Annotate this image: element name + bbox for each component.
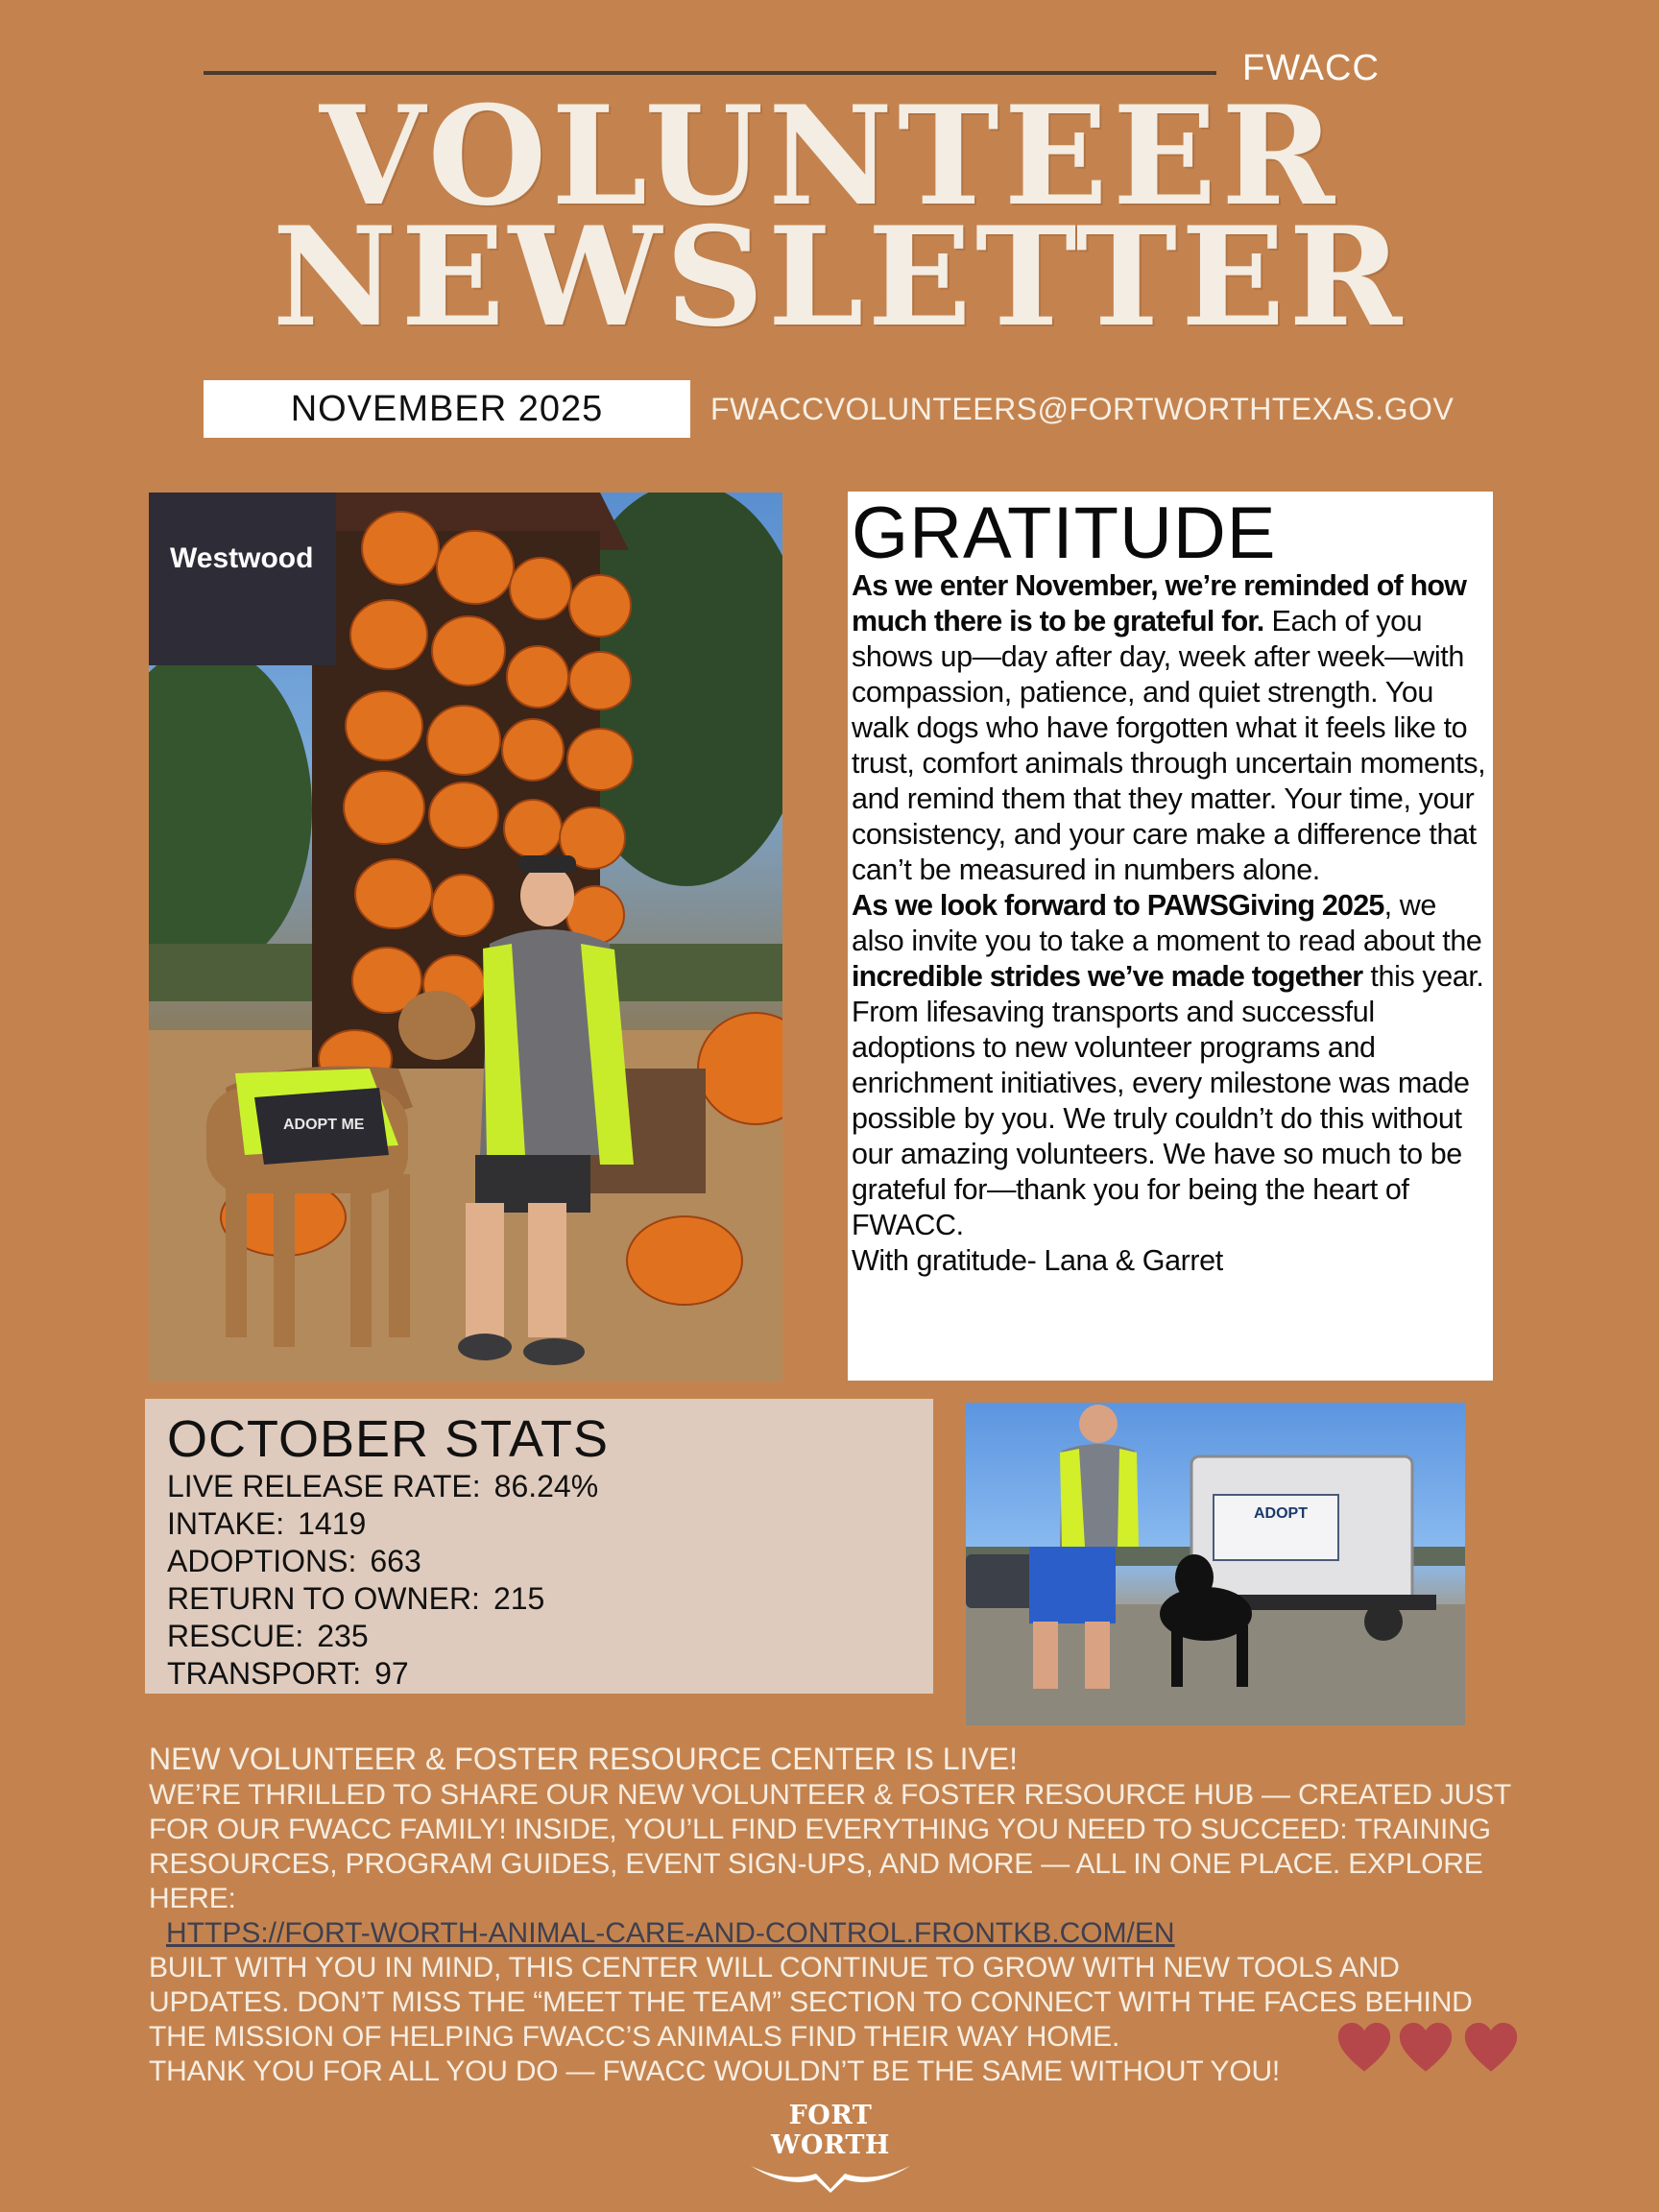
stat-value: 235 — [317, 1619, 369, 1653]
gratitude-lead: As we enter November, we’re reminded of how much there is to be grateful for. — [852, 569, 1467, 637]
side-photo — [966, 1403, 1465, 1725]
masthead-line-2: NEWSLETTER — [272, 198, 1407, 357]
gratitude-signoff: With gratitude- Lana & Garret — [852, 1244, 1223, 1277]
stat-row — [167, 1618, 933, 1655]
pumpkin-wall-illustration — [149, 493, 782, 1382]
org-tag: FWACC — [1242, 48, 1380, 88]
stat-value: 1419 — [298, 1506, 367, 1541]
stat-value: 97 — [374, 1656, 409, 1691]
longhorn-icon — [749, 2160, 912, 2193]
resource-link[interactable]: HTTPS://FORT-WORTH-ANIMAL-CARE-AND-CONTROL.FRONTKB.COM/EN — [166, 1917, 1175, 1949]
resource-thanks: THANK YOU FOR ALL YOU DO — FWACC WOULDN’T BE THE SAME WITHOUT YOU! — [149, 2056, 1281, 2087]
resource-center-section — [149, 1740, 1512, 2089]
stat-label: RESCUE: — [167, 1619, 304, 1653]
stat-row — [167, 1580, 933, 1618]
masthead-line-1: VOLUNTEER — [319, 77, 1340, 236]
stat-row — [167, 1543, 933, 1580]
october-stats — [145, 1399, 933, 1694]
fort-worth-logo — [739, 2101, 922, 2172]
stat-value: 663 — [370, 1544, 421, 1578]
gratitude-title: GRATITUDE — [852, 493, 1277, 574]
contact-email[interactable]: FWACCVOLUNTEERS@FORTWORTHTEXAS.GOV — [710, 392, 1455, 426]
stat-row — [167, 1505, 933, 1543]
stat-value: 86.24% — [493, 1469, 599, 1503]
trailer-text: ADOPT — [1254, 1505, 1308, 1522]
stat-label: TRANSPORT: — [167, 1656, 362, 1691]
stat-label: LIVE RELEASE RATE: — [167, 1469, 481, 1503]
stat-label: RETURN TO OWNER: — [167, 1581, 480, 1616]
heart-icon — [1463, 2021, 1519, 2077]
transport-trailer-illustration — [966, 1403, 1465, 1725]
main-photo — [149, 493, 782, 1382]
gratitude-pawsgiving: As we look forward to PAWSGiving 2025 — [852, 889, 1384, 922]
stat-value: 215 — [493, 1581, 545, 1616]
heart-icon — [1398, 2021, 1454, 2077]
stats-title: OCTOBER STATS — [167, 1410, 610, 1468]
gratitude-article — [848, 492, 1493, 1381]
sign-text: Westwood — [170, 542, 314, 574]
header-rule — [204, 71, 1216, 75]
resource-intro: WE’RE THRILLED TO SHARE OUR NEW VOLUNTEER & FOSTER RESOURCE HUB — CREATED JUST FOR OUR FWACC FAMILY! INSIDE, YOU’LL FIND EVERYTHING YOU NEED TO SUCCEED: TRAINING RESOURCES, PROGRAM GUIDES, EVENT SIGN-UPS, AND MORE — ALL IN ONE PLACE. EXPLORE HERE: — [149, 1779, 1511, 1914]
gratitude-paragraph-2b: this year. From lifesaving transports and successful adoptions to new volunteer programs and enrichment initiatives, every milestone was made possible by you. We truly couldn’t do this without our amazing volunteers. We have so much to be grateful for—thank you for being the heart of FWACC. — [852, 960, 1484, 1241]
resource-heading: NEW VOLUNTEER & FOSTER RESOURCE CENTER IS LIVE! — [149, 1742, 1019, 1776]
issue-date: NOVEMBER 2025 — [204, 380, 690, 438]
logo-wordmark: FORT WORTH — [771, 2101, 890, 2160]
stat-row — [167, 1468, 933, 1505]
vest-text: ADOPT ME — [283, 1117, 365, 1133]
gratitude-strides: incredible strides we’ve made together — [852, 960, 1363, 993]
gratitude-paragraph-2a: , we also invite you to take a moment to read about the — [852, 889, 1482, 957]
heart-icon — [1336, 2021, 1392, 2077]
stat-row — [167, 1655, 933, 1693]
gratitude-paragraph-1: Each of you shows up—day after day, week after week—with compassion, patience, and quiet strength. You walk dogs who have forgotten what it feels like to trust, comfort animals through uncertain moments, and remind them that they matter. Your time, your consistency, and your care make a difference that can’t be measured in numbers alone. — [852, 605, 1486, 886]
stat-label: INTAKE: — [167, 1506, 285, 1541]
resource-details: BUILT WITH YOU IN MIND, THIS CENTER WILL CONTINUE TO GROW WITH NEW TOOLS AND UPDATES. DON’T MISS THE “MEET THE TEAM” SECTION TO CONNECT WITH THE FACES BEHIND THE MISSION OF HELPING FWACC’S ANIMALS FIND THEIR WAY HOME. — [149, 1952, 1473, 2053]
gratitude-body — [852, 568, 1493, 1279]
stat-label: ADOPTIONS: — [167, 1544, 357, 1578]
